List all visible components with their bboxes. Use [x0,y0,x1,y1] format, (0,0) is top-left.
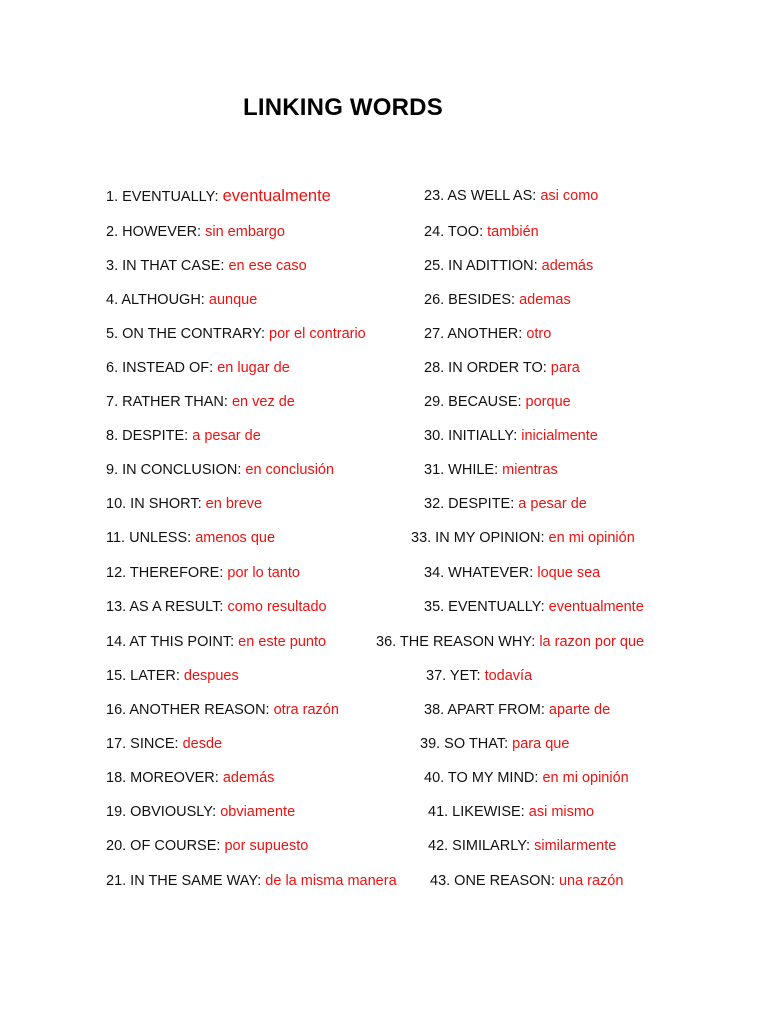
list-item [106,597,327,617]
list-item [424,222,539,242]
list-item [424,186,598,206]
spanish-translation: asi mismo [528,804,595,820]
list-item [106,666,239,686]
english-term: 2. HOWEVER: [106,224,202,240]
spanish-translation: en mi opinión [548,530,635,546]
spanish-translation: otro [526,326,552,342]
english-term: 23. AS WELL AS: [424,188,537,204]
list-item [106,563,300,583]
english-term: 38. APART FROM: [424,702,545,718]
spanish-translation: en mi opinión [542,770,629,786]
english-term: 16. ANOTHER REASON: [106,702,270,718]
english-term: 11. UNLESS: [106,530,192,546]
list-item [106,528,275,548]
english-term: 28. IN ORDER TO: [424,360,547,376]
spanish-translation: también [487,224,539,240]
list-item [424,563,600,583]
english-term: 5. ON THE CONTRARY: [106,326,265,342]
english-term: 29. BECAUSE: [424,394,522,410]
english-term: 27. ANOTHER: [424,326,523,342]
spanish-translation: para que [512,736,570,752]
list-item [428,836,616,856]
english-term: 20. OF COURSE: [106,838,221,854]
list-item [106,871,397,891]
spanish-translation: inicialmente [521,428,598,444]
list-item [428,802,594,822]
spanish-translation: además [222,770,275,786]
spanish-translation: por lo tanto [227,565,300,581]
spanish-translation: en ese caso [228,258,307,274]
english-term: 9. IN CONCLUSION: [106,462,242,478]
spanish-translation: eventualmente [548,599,644,615]
english-term: 25. IN ADITTION: [424,258,538,274]
spanish-translation: aparte de [548,702,611,718]
list-item [106,632,326,652]
english-term: 32. DESPITE: [424,496,515,512]
spanish-translation: desde [182,736,223,752]
list-item [106,426,261,446]
spanish-translation: sin embargo [205,224,285,240]
english-term: 26. BESIDES: [424,292,516,308]
list-item [106,186,331,207]
spanish-translation: en conclusión [245,462,335,478]
list-item [106,324,366,344]
spanish-translation: la razon por que [539,634,645,650]
spanish-translation: amenos que [195,530,276,546]
spanish-translation: para [550,360,580,376]
english-term: 19. OBVIOUSLY: [106,804,217,820]
spanish-translation: loque sea [537,565,601,581]
spanish-translation: en este punto [238,634,327,650]
spanish-translation: aunque [208,292,258,308]
list-item [424,426,598,446]
list-item [106,460,334,480]
english-term: 31. WHILE: [424,462,499,478]
spanish-translation: por el contrario [269,326,366,342]
spanish-translation: eventualmente [222,187,331,205]
list-item [424,358,580,378]
spanish-translation: en lugar de [217,360,290,376]
english-term: 43. ONE REASON: [430,873,555,889]
english-term: 3. IN THAT CASE: [106,258,225,274]
list-item [106,222,285,242]
spanish-translation: en vez de [231,394,295,410]
list-item [420,734,569,754]
english-term: 15. LATER: [106,668,180,684]
spanish-translation: por supuesto [224,838,309,854]
english-term: 8. DESPITE: [106,428,189,444]
english-term: 42. SIMILARLY: [428,838,531,854]
list-item [106,836,308,856]
english-term: 10. IN SHORT: [106,496,202,512]
english-term: 4. ALTHOUGH: [106,292,205,308]
list-item [106,768,274,788]
english-term: 36. THE REASON WHY: [376,634,536,650]
spanish-translation: una razón [558,873,624,889]
spanish-translation: a pesar de [518,496,587,512]
list-item [424,324,551,344]
page-title: LINKING WORDS [243,94,443,121]
list-item [106,802,295,822]
list-item [424,768,629,788]
list-item [106,734,222,754]
english-term: 35. EVENTUALLY: [424,599,545,615]
spanish-translation: además [541,258,594,274]
spanish-translation: en breve [205,496,263,512]
list-item [376,632,644,652]
spanish-translation: de la misma manera [265,873,397,889]
english-term: 37. YET: [426,668,481,684]
spanish-translation: porque [525,394,571,410]
list-item [430,871,623,891]
spanish-translation: obviamente [220,804,296,820]
english-term: 14. AT THIS POINT: [106,634,235,650]
list-item [411,528,635,548]
spanish-translation: ademas [519,292,571,308]
english-term: 41. LIKEWISE: [428,804,525,820]
english-term: 7. RATHER THAN: [106,394,228,410]
list-item [106,290,257,310]
spanish-translation: otra razón [273,702,339,718]
list-item [424,290,571,310]
spanish-translation: mientras [502,462,558,478]
spanish-translation: despues [183,668,239,684]
list-item [424,700,610,720]
english-term: 17. SINCE: [106,736,179,752]
spanish-translation: todavía [484,668,533,684]
english-term: 13. AS A RESULT: [106,599,224,615]
english-term: 40. TO MY MIND: [424,770,539,786]
list-item [106,494,262,514]
spanish-translation: asi como [540,188,599,204]
list-item [106,358,290,378]
spanish-translation: similarmente [534,838,617,854]
english-term: 18. MOREOVER: [106,770,219,786]
spanish-translation: a pesar de [192,428,261,444]
english-term: 21. IN THE SAME WAY: [106,873,262,889]
list-item [424,392,571,412]
spanish-translation: como resultado [227,599,327,615]
list-item [424,256,593,276]
english-term: 6. INSTEAD OF: [106,360,214,376]
list-item [424,597,644,617]
english-term: 30. INITIALLY: [424,428,518,444]
english-term: 39. SO THAT: [420,736,509,752]
english-term: 12. THEREFORE: [106,565,224,581]
english-term: 34. WHATEVER: [424,565,534,581]
english-term: 24. TOO: [424,224,484,240]
list-item [106,256,307,276]
list-item [106,392,295,412]
list-item [106,700,339,720]
list-item [424,460,558,480]
english-term: 33. IN MY OPINION: [411,530,545,546]
english-term: 1. EVENTUALLY: [106,189,219,205]
list-item [426,666,532,686]
list-item [424,494,587,514]
